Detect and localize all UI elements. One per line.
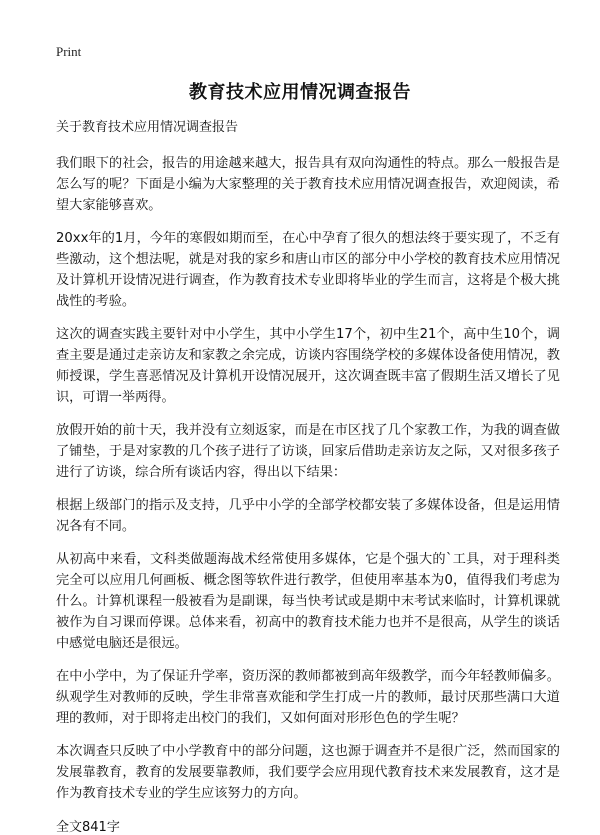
word-count: 全文841字 [56,820,120,835]
paragraph: 从初高中来看，文科类做题海战术经常使用多媒体，它是个强大的`工具，对于理科类完全可以应用几何画板、概念图等软件进行教学，但使用率基本为0，值得我们考虑为什么。计算机课程一般被看为是副课，每当快考试或是期中末考试来临时，计算机课就被作为自习课而停课。总体来看，初高中的教育技术能力也并不是很高，从学生的谈话中感觉电脑还是很远。 [56,552,560,651]
paragraph: 20xx年的1月，今年的寒假如期而至，在心中孕育了很久的想法终于要实现了，不乏有些激动，这个想法呢，就是对我的家乡和唐山市区的部分中小学校的教育技术应用情况及计算机开设情况进行调查，作为教育技术专业即将毕业的学生而言，这将是个极大挑战性的考验。 [56,231,560,309]
page-title: 教育技术应用情况调查报告 [189,82,411,103]
paragraph: 在中小学中，为了保证升学率，资历深的教师都被到高年级教学，而今年轻教师偏多。纵观学生对教师的反映，学生非常喜欢能和学生打成一片的教师，最讨厌那些满口大道理的教师，对于即将走出校门的我们，又如何面对形形色色的学生呢？ [56,669,560,726]
paragraph: 我们眼下的社会，报告的用途越来越大，报告具有双向沟通性的特点。那么一般报告是怎么写的呢？下面是小编为大家整理的关于教育技术应用情况调查报告，欢迎阅读，希望大家能够喜欢。 [56,156,560,213]
paragraph: 放假开始的前十天，我并没有立刻返家，而是在市区找了几个家教工作，为我的调查做了铺垫，于是对家教的几个孩子进行了访谈，回家后借助走亲访友之际，又对很多孩子进行了访谈，综合所有谈话内容，得出以下结果： [56,423,560,480]
document-body [56,118,560,835]
print-label: Print [56,44,82,59]
paragraph: 这次的调查实践主要针对中小学生，其中小学生17个，初中生21个，高中生10个，调查主要是通过走亲访友和家教之余完成，访谈内容围绕学校的多媒体设备使用情况，教师授课，学生喜恶情况及计算机开设情况展开，这次调查既丰富了假期生活又增长了见识，可谓一举两得。 [56,327,560,405]
paragraph: 根据上级部门的指示及支持，几乎中小学的全部学校都安装了多媒体设备，但是运用情况各有不同。 [56,498,560,534]
paragraph: 本次调查只反映了中小学教育中的部分问题，这也源于调查并不是很广泛，然而国家的发展靠教育，教育的发展要靠教师，我们要学会应用现代教育技术来发展教育，这才是作为教育技术专业的学生应该努力的方向。 [56,744,560,801]
document-subtitle: 关于教育技术应用情况调查报告 [56,120,239,135]
